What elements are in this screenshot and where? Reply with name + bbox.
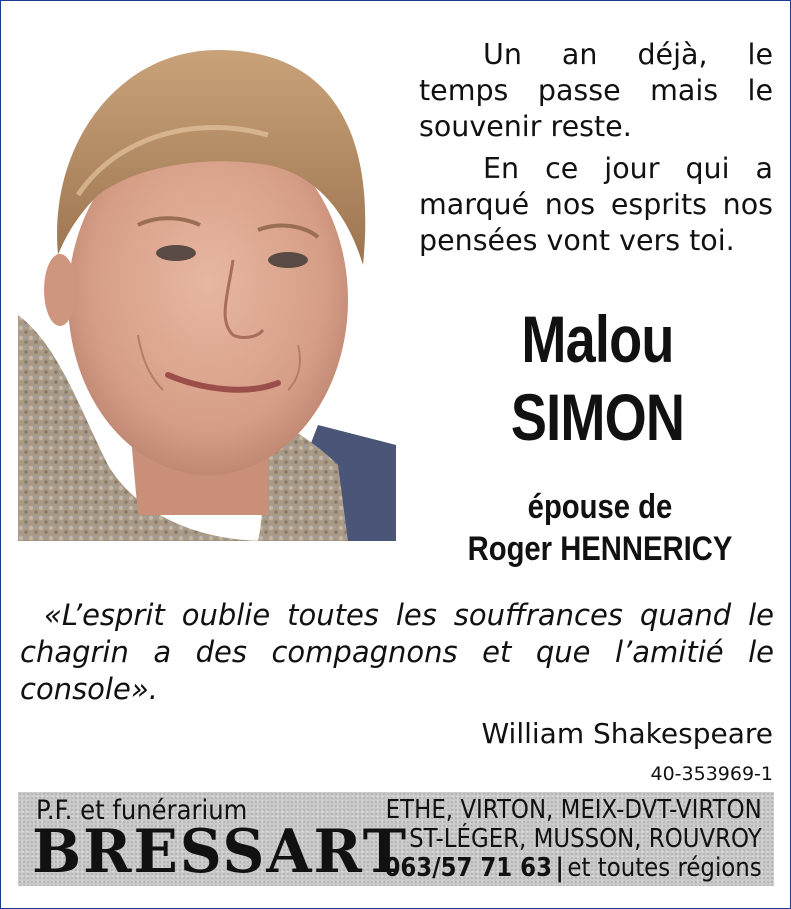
intro-paragraph-2: En ce jour qui a marqué nos esprits nos pensées vont vers toi. (419, 152, 773, 257)
deceased-first-name: Malou (521, 302, 674, 376)
contact-separator: | (555, 853, 565, 883)
portrait-illustration (18, 45, 396, 541)
funeral-home-banner (18, 792, 774, 886)
quote-author: William Shakespeare (481, 717, 773, 750)
quote-body: «L’esprit oublie toutes les souffrances quand le chagrin a des compagnons et que l’amitié le console». (20, 598, 774, 706)
spouse-block (454, 486, 746, 570)
locations-line-2: ST-LÉGER, MUSSON, ROUVROY (409, 824, 762, 854)
funeral-home-brand: BRESSART (32, 817, 409, 887)
quote-text (20, 597, 774, 708)
funeral-home-contact (385, 796, 762, 883)
locations-line-1: ETHE, VIRTON, MEIX-DVT-VIRTON (385, 795, 762, 825)
intro-paragraph-1: Un an déjà, le temps passe mais le souvenir reste. (419, 38, 773, 143)
intro-text (419, 37, 773, 265)
deceased-last-name: SIMON (510, 380, 685, 454)
regions-text: et toutes régions (567, 853, 762, 883)
deceased-name (440, 300, 756, 456)
contact-line (385, 854, 762, 883)
spouse-relation: épouse de (527, 488, 673, 526)
reference-number: 40-353969-1 (650, 763, 773, 785)
spouse-name: Roger HENNERICY (467, 530, 733, 568)
funeral-home-label: P.F. et funérarium (36, 795, 248, 826)
phone-number: 063/57 71 63 (384, 853, 553, 883)
portrait-photo (18, 45, 396, 541)
